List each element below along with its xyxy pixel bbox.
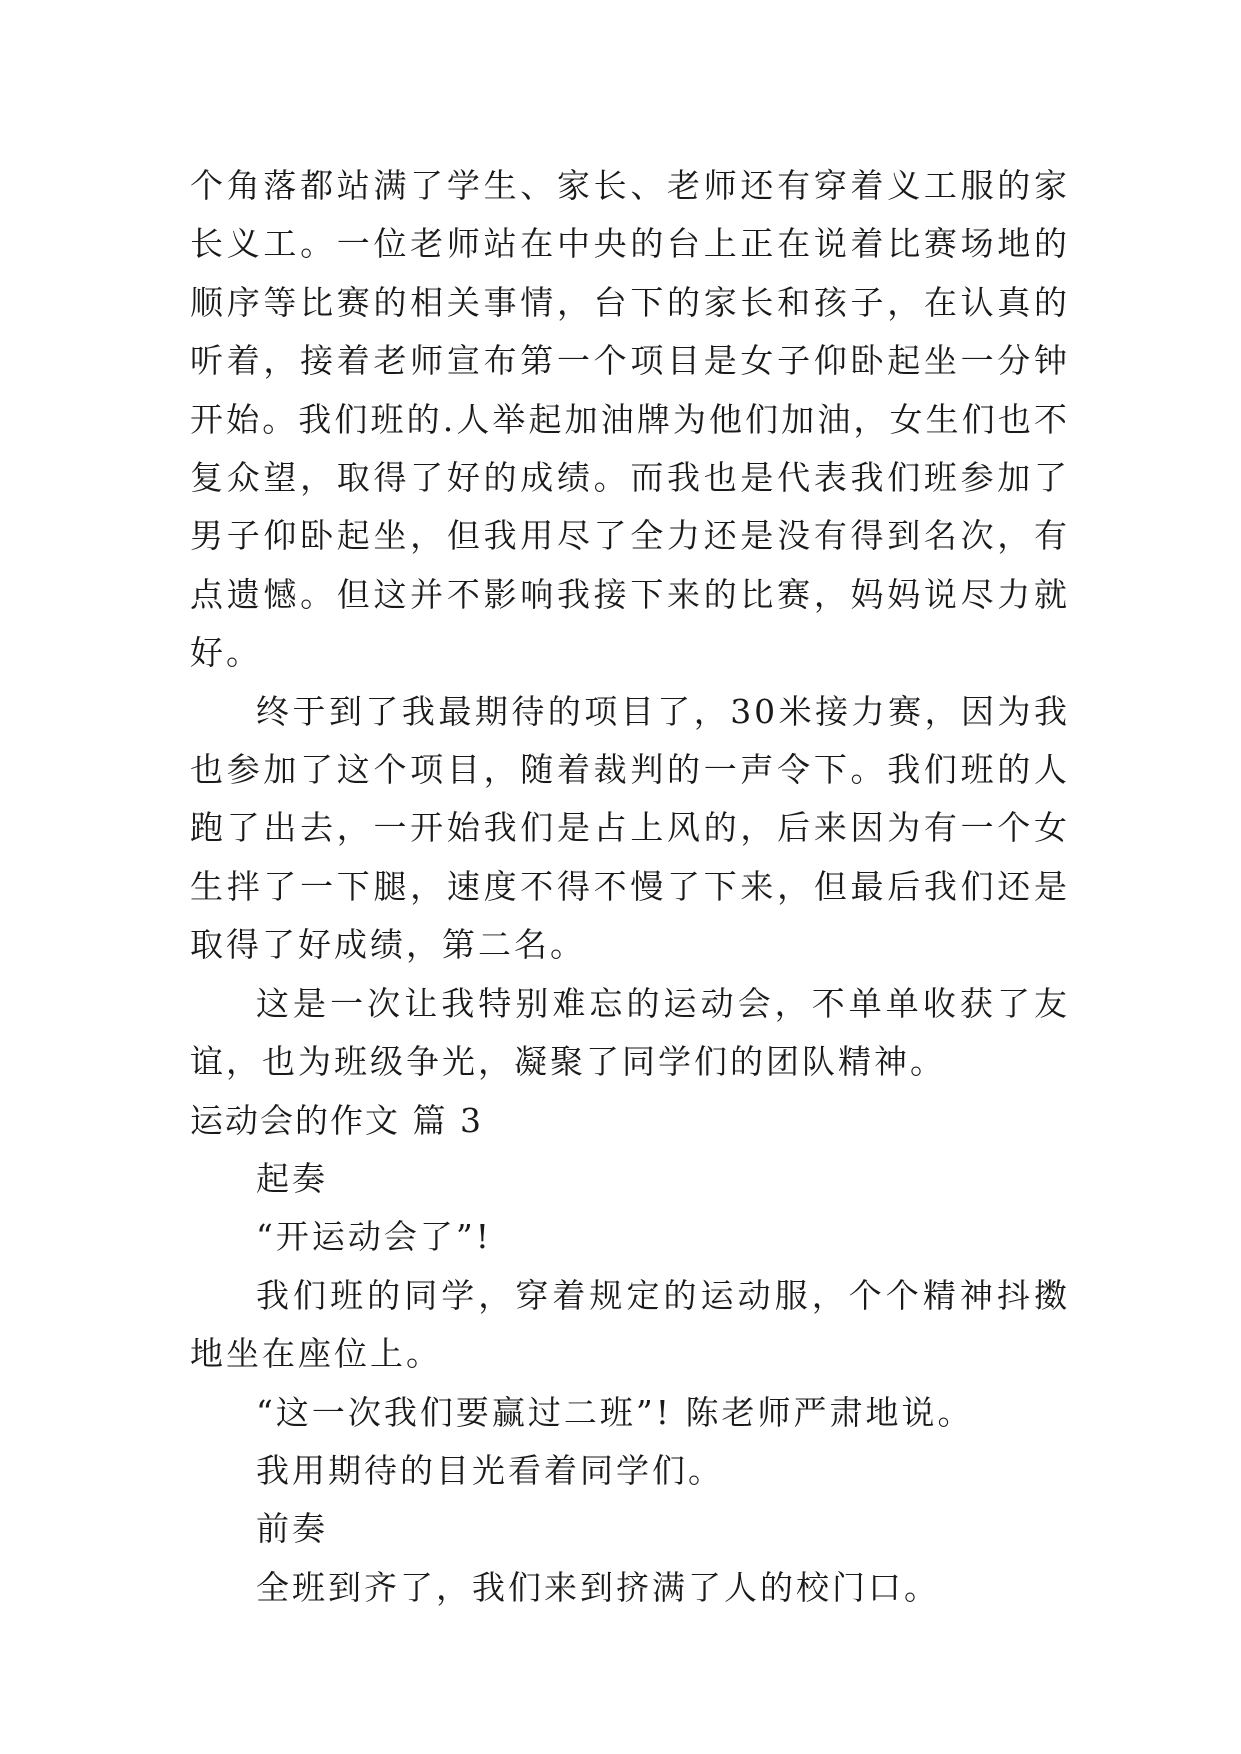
- paragraph-3: 这是一次让我特别难忘的运动会，不单单收获了友谊，也为班级争光，凝聚了同学们的团队精神。: [190, 983, 1070, 1082]
- document-body: [190, 157, 1070, 1617]
- paragraph-8: 我用期待的目光看着同学们。: [256, 1450, 724, 1490]
- paragraph-2: 终于到了我最期待的项目了，30米接力赛，因为我也参加了这个项目，随着裁判的一声令下。我们班的人跑了出去，一开始我们是占上风的，后来因为有一个女生拌了一下腿，速度不得不慢了下来，但最后我们还是取得了好成绩，第二名。: [190, 691, 1070, 965]
- paragraph-7: “这一次我们要赢过二班”! 陈老师严肃地说。: [256, 1392, 974, 1432]
- paragraph-10: 全班到齐了，我们来到挤满了人的校门口。: [256, 1567, 940, 1607]
- paragraph-1: 个角落都站满了学生、家长、老师还有穿着义工服的家长义工。一位老师站在中央的台上正在说着比赛场地的顺序等比赛的相关事情，台下的家长和孩子，在认真的听着，接着老师宣布第一个项目是女子仰卧起坐一分钟开始。我们班的.人举起加油牌为他们加油，女生们也不复众望，取得了好的成绩。而我也是代表我们班参加了男子仰卧起坐，但我用尽了全力还是没有得到名次，有点遗憾。但这并不影响我接下来的比赛，妈妈说尽力就好。: [190, 166, 1070, 673]
- paragraph-6: 我们班的同学，穿着规定的运动服，个个精神抖擞地坐在座位上。: [190, 1275, 1070, 1374]
- paragraph-5: “开运动会了”!: [256, 1217, 493, 1257]
- paragraph-9: 前奏: [256, 1509, 328, 1549]
- section-heading: 运动会的作文 篇 3: [190, 1100, 483, 1140]
- paragraph-4: 起奏: [256, 1158, 328, 1198]
